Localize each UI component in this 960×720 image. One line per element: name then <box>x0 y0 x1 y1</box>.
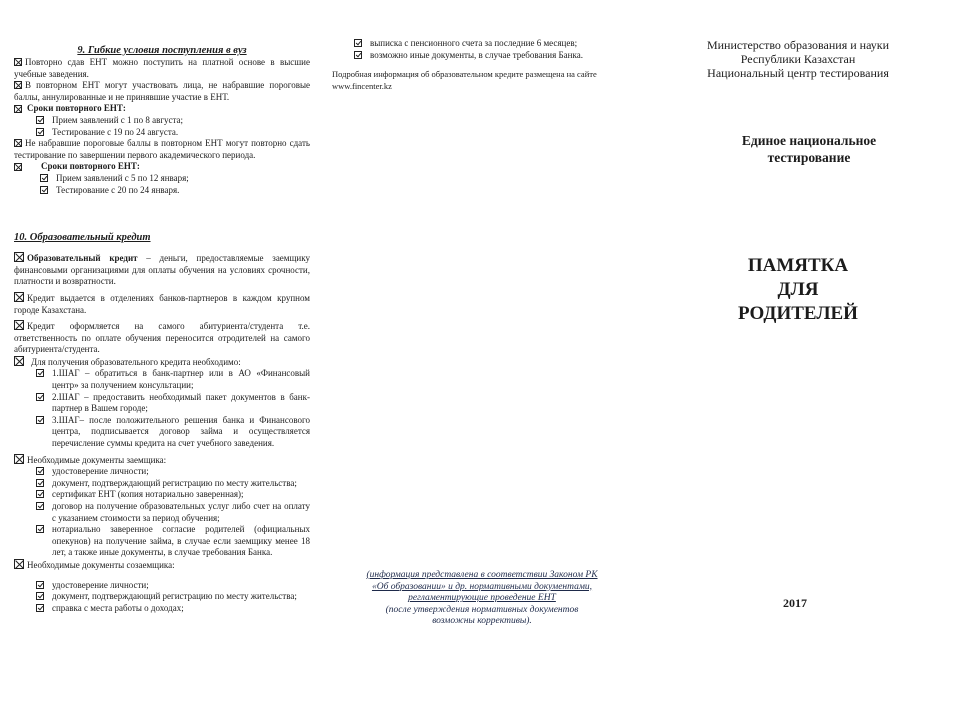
year-label: 2017 <box>783 596 807 610</box>
checkbox-x-icon <box>14 292 24 302</box>
cobrrower-doc-continued: возможно иные документы, в случае требования Банка. <box>332 50 632 62</box>
checkbox-x-icon <box>14 139 22 147</box>
repeat-ent-dates-1-item: Прием заявлений с 1 по 8 августа; <box>14 115 310 127</box>
disclaimer-note <box>332 570 632 628</box>
checkbox-checked-icon <box>354 39 362 47</box>
note-line: (информация представлена в соответствии Законом РК <box>366 570 598 580</box>
checkbox-checked-icon <box>36 393 44 401</box>
more-info-text: Подробная информация об образовательном кредите размещена на сайте <box>332 69 597 80</box>
checkbox-checked-icon <box>36 604 44 612</box>
left-panel <box>14 0 310 720</box>
sec9-item-3: Не набравшие пороговые баллы в повторном ЕНТ могут повторно сдать тестирование по завершении первого академического периода. <box>14 138 310 160</box>
borrower-doc: договор на получение образовательных услуг либо счет на оплату с указанием стоимости за период обучения; <box>14 501 310 524</box>
checkbox-checked-icon <box>36 592 44 600</box>
repeat-ent-dates-2-item: Прием заявлений с 5 по 12 января; <box>14 173 310 185</box>
checkbox-x-icon <box>14 105 22 113</box>
borrower-doc: нотариально заверенное согласие родителей (официальных опекунов) на получение займа, в случае если заемщику менее 18 лет, а также иные документы, в случае требования Банка. <box>14 524 310 559</box>
repeat-ent-dates-1-item: Тестирование с 19 по 24 августа. <box>14 127 310 139</box>
checkbox-checked-icon <box>36 479 44 487</box>
sec9-item-2: В повторном ЕНТ могут участвовать лица, не набравшие пороговые баллы, аннулированные и не принявшие участие в ЕНТ. <box>14 80 310 102</box>
checkbox-x-icon <box>14 356 24 366</box>
credit-steps-heading: Для получения образовательного кредита необходимо: <box>14 356 310 369</box>
coborrower-doc: справка с места работы о доходах; <box>14 603 310 615</box>
checkbox-x-icon <box>14 320 24 330</box>
checkbox-x-icon <box>14 559 24 569</box>
checkbox-checked-icon <box>36 490 44 498</box>
checkbox-checked-icon <box>36 525 44 533</box>
borrower-docs-heading: Необходимые документы заемщика: <box>14 454 310 467</box>
checkbox-checked-icon <box>36 502 44 510</box>
ent-title: Единое национальное тестирование <box>741 133 877 165</box>
checkbox-x-icon <box>14 81 22 89</box>
repeat-ent-dates-2-heading: Сроки повторного ЕНТ: <box>14 161 310 173</box>
note-line: (после утверждения нормативных документов <box>385 604 579 615</box>
checkbox-x-icon <box>14 163 22 171</box>
repeat-ent-dates-1-heading: Сроки повторного ЕНТ: <box>14 103 310 115</box>
note-line: «Об образовании» и др. нормативными документами, <box>371 581 593 592</box>
credit-step: 2.ШАГ – предоставить необходимый пакет документов в банк-партнер в Вашем городе; <box>14 392 310 415</box>
borrower-doc: документ, подтверждающий регистрацию по месту жительства; <box>14 478 310 490</box>
ministry-header <box>650 38 946 80</box>
section-10-title: 10. Образовательный кредит <box>14 232 151 244</box>
sec9-item-1: Повторно сдав ЕНТ можно поступить на платной основе в высшие учебные заведения. <box>14 57 310 79</box>
checkbox-checked-icon <box>36 467 44 475</box>
borrower-doc: удостоверение личности; <box>14 466 310 478</box>
note-line: возможны коррективы). <box>432 616 532 627</box>
checkbox-x-icon <box>14 58 22 66</box>
ministry-line: Республики Казахстан <box>740 52 856 66</box>
note-line: регламентирующие проведение ЕНТ <box>408 593 556 604</box>
borrower-doc: сертификат ЕНТ (копия нотариально заверенная); <box>14 489 310 501</box>
sec10-item-1: Образовательный кредит – деньги, предоставляемые заемщику финансовыми организациями для оплаты обучения на условиях срочности, платности и возвратности. <box>14 253 310 287</box>
checkbox-checked-icon <box>36 416 44 424</box>
checkbox-checked-icon <box>36 369 44 377</box>
checkbox-x-icon <box>14 252 24 262</box>
checkbox-checked-icon <box>40 174 48 182</box>
coborrower-docs-heading: Необходимые документы созаемщика: <box>14 559 310 572</box>
credit-step: 3.ШАГ– после положительного решения банка и Финансового центра, подписывается договор займа и осуществляется перечисление суммы кредита на счет учебного заведения. <box>14 415 310 450</box>
checkbox-checked-icon <box>40 186 48 194</box>
credit-step: 1.ШАГ – обратиться в банк-партнер или в АО «Финансовый центр» за получением консультации; <box>14 368 310 391</box>
checkbox-checked-icon <box>354 51 362 59</box>
section-9-title: 9. Гибкие условия поступления в вуз <box>77 45 247 56</box>
fincenter-website: www.fincenter.kz <box>332 80 392 91</box>
cobrrower-doc-continued: выписка с пенсионного счета за последние 6 месяцев; <box>332 38 632 50</box>
memo-title: ПАМЯТКА ДЛЯ РОДИТЕЛЕЙ <box>738 255 858 324</box>
cover-panel <box>650 0 946 720</box>
coborrower-doc: документ, подтверждающий регистрацию по месту жительства; <box>14 591 310 603</box>
ministry-line: Министерство образования и науки <box>706 38 890 52</box>
checkbox-x-icon <box>14 454 24 464</box>
checkbox-checked-icon <box>36 128 44 136</box>
checkbox-checked-icon <box>36 581 44 589</box>
sec10-item-2: Кредит выдается в отделениях банков-партнеров в каждом крупном городе Казахстана. <box>14 292 310 315</box>
checkbox-checked-icon <box>36 116 44 124</box>
sec10-item-3: Кредит оформляется на самого абитуриента/студента т.е. ответственность по оплате обучения переносится отродителей на самого абитуриента/студента. <box>14 321 310 355</box>
repeat-ent-dates-2-item: Тестирование с 20 по 24 января. <box>14 185 310 197</box>
coborrower-doc: удостоверение личности; <box>14 580 310 592</box>
ministry-line: Национальный центр тестирования <box>707 66 889 80</box>
